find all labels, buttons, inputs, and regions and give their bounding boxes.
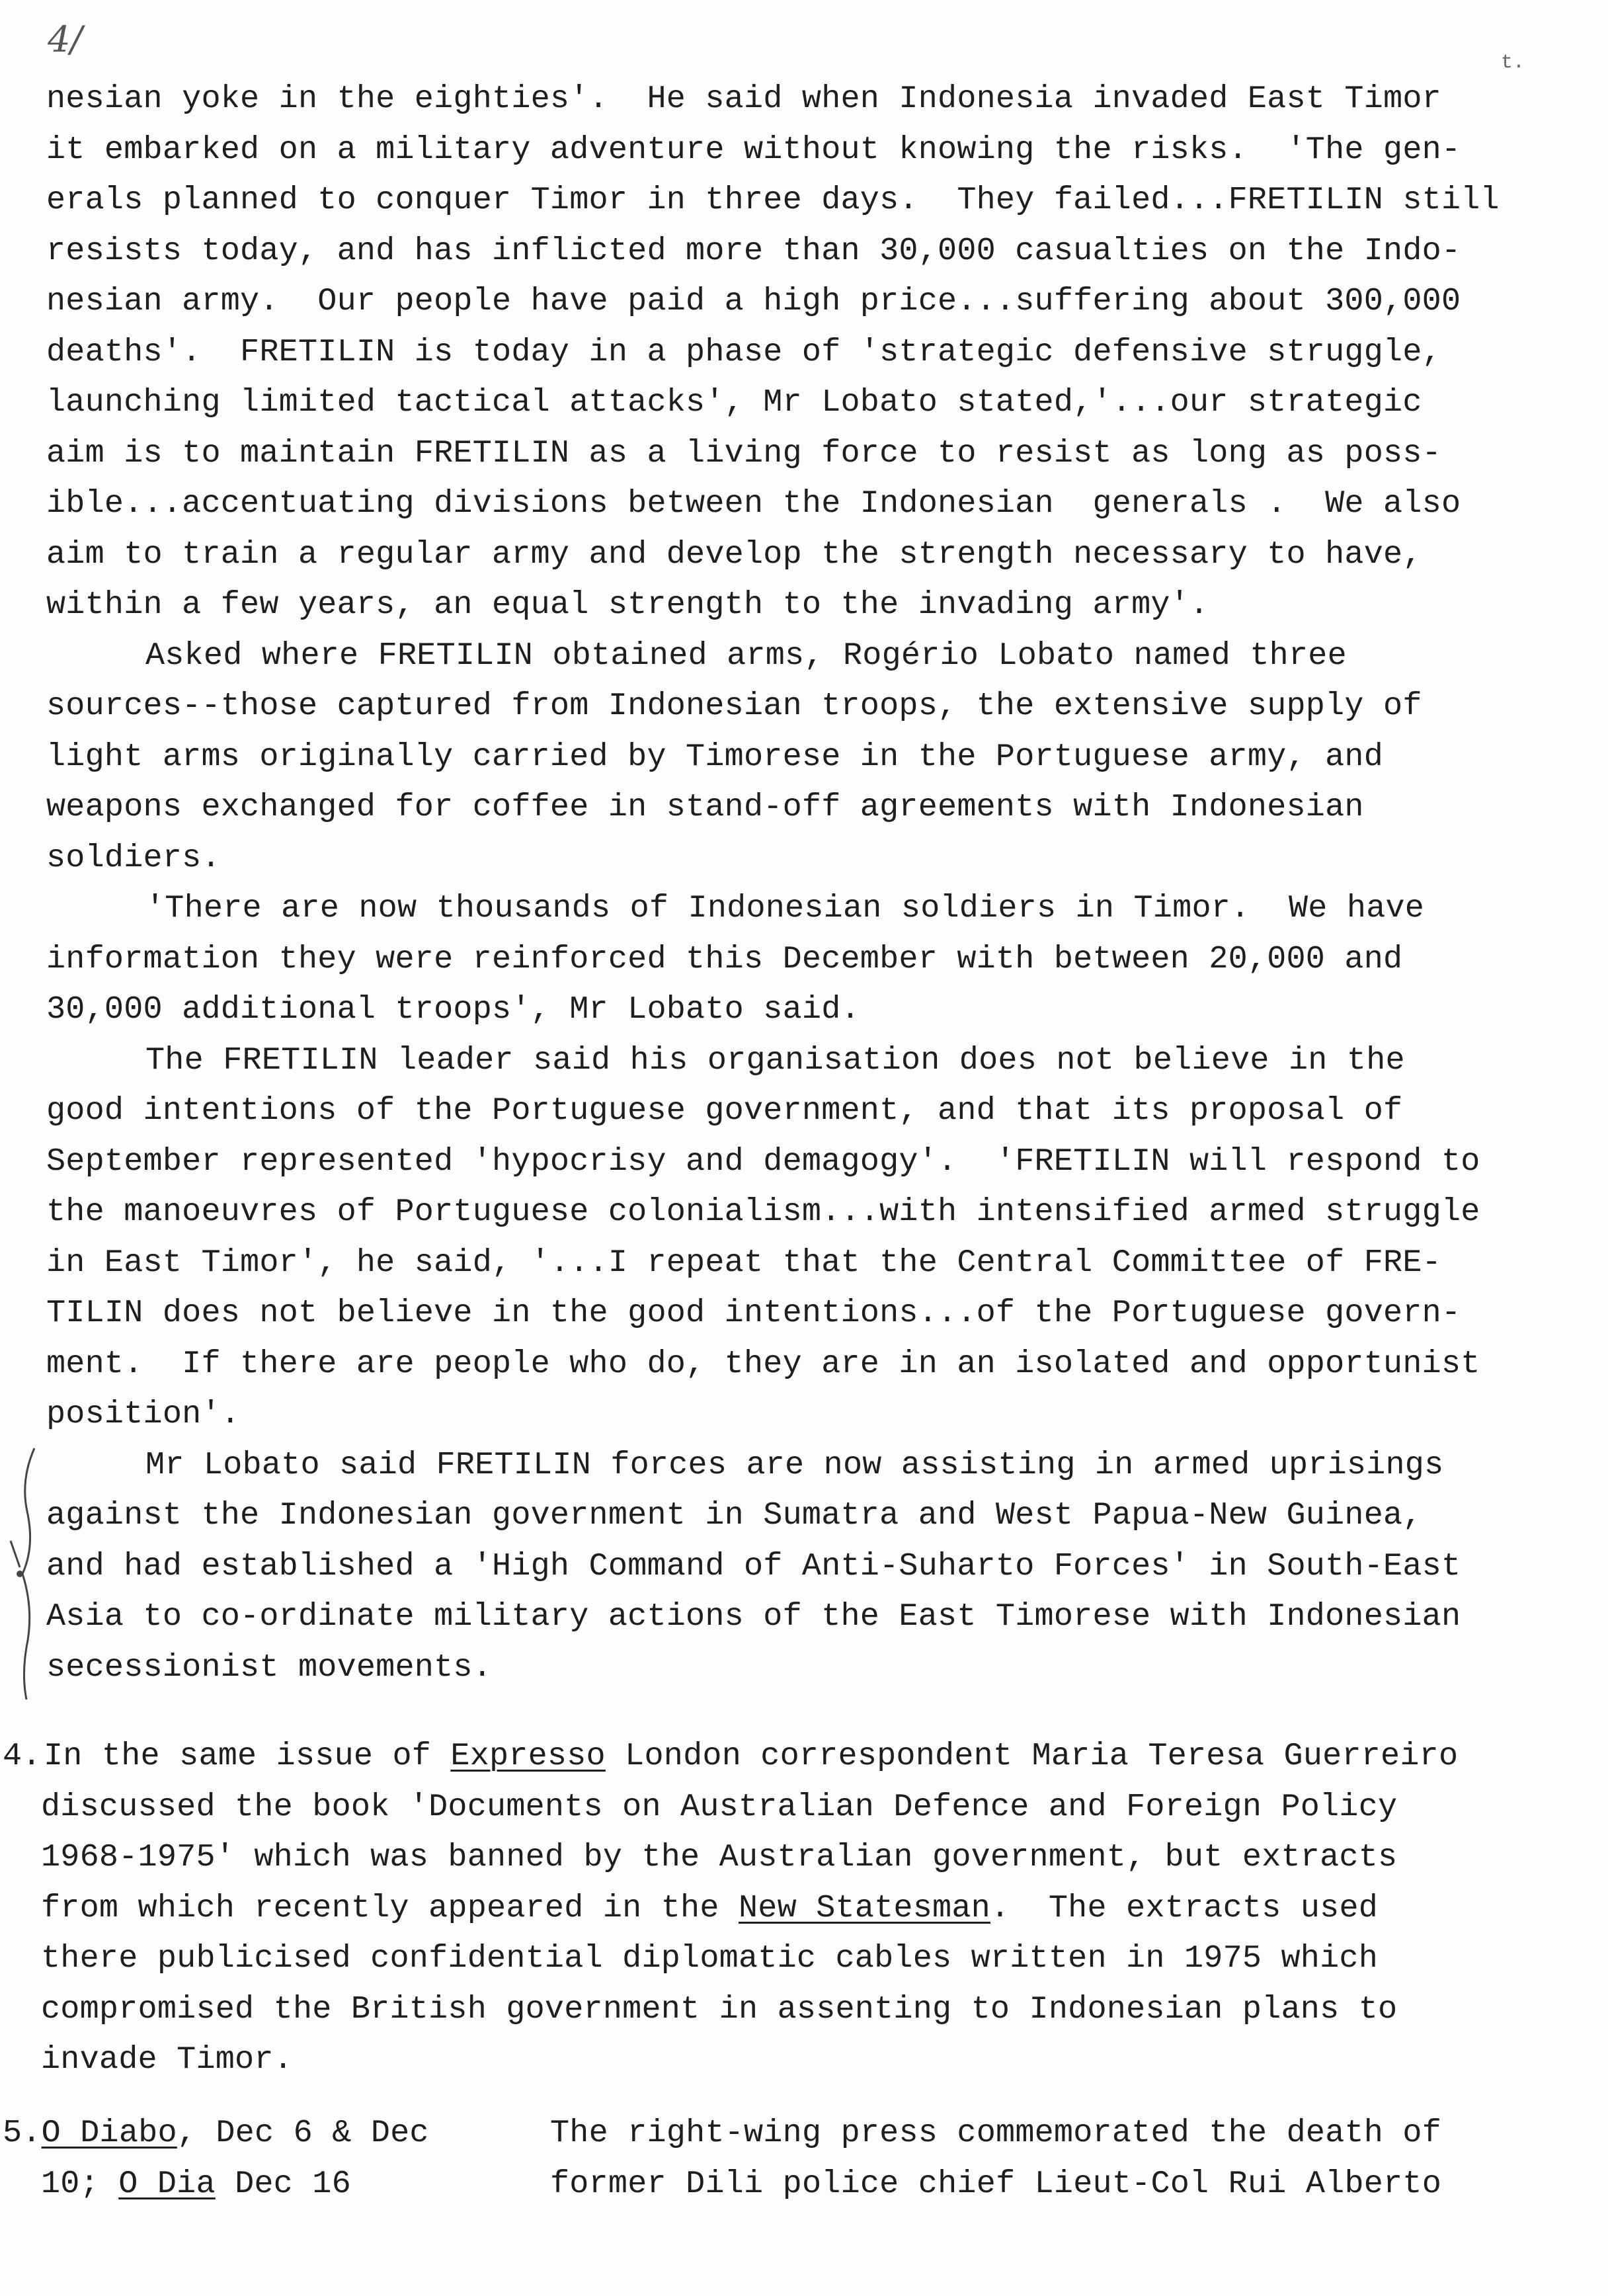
publication-title: O Diabo: [41, 2115, 177, 2151]
body-text: [46, 74, 1580, 1693]
text-line: soldiers.: [46, 839, 221, 876]
text-line: compromised the British government in assenting to Indonesian plans to: [41, 1990, 1398, 2028]
text-line: aim is to maintain FRETILIN as a living force to resist as long as poss-: [46, 434, 1441, 472]
text-line: light arms originally carried by Timorese in the Portuguese army, and: [46, 738, 1384, 775]
text-line: ible...accentuating divisions between the Indonesian generals . We also: [46, 485, 1461, 522]
text-line: ment. If there are people who do, they are in an isolated and opportunist: [46, 1345, 1480, 1382]
publication-title: New Statesman: [738, 1889, 990, 1926]
text-line: launching limited tactical attacks', Mr Lobato stated,'...our strategic: [46, 384, 1422, 421]
text-line: former Dili police chief Lieut-Col Rui Alberto: [550, 2165, 1442, 2202]
text-span: . The extracts used: [990, 1889, 1379, 1926]
text-line: there publicised confidential diplomatic cables written in 1975 which: [41, 1940, 1379, 1977]
text-line: deaths'. FRETILIN is today in a phase of 'strategic defensive struggle,: [46, 333, 1441, 370]
text-line: the manoeuvres of Portuguese colonialism...with intensified armed struggle: [46, 1194, 1480, 1230]
text-line: invade Timor.: [41, 2041, 293, 2078]
text-line: TILIN does not believe in the good intentions...of the Portuguese govern-: [46, 1295, 1461, 1331]
text-span: , Dec 6 & Dec: [177, 2115, 429, 2151]
text-span: from which recently appeared in the: [41, 1889, 739, 1926]
page-number: 4/: [48, 19, 83, 60]
text-line: it embarked on a military adventure without knowing the risks. 'The gen-: [46, 131, 1461, 168]
text-line: Mr Lobato said FRETILIN forces are now assisting in armed uprisings: [145, 1446, 1444, 1483]
text-line: resists today, and has inflicted more than 30,000 casualties on the Indo-: [46, 232, 1461, 269]
text-line: [3, 2159, 532, 2210]
item-number: 5.: [3, 2115, 42, 2151]
text-line: nesian yoke in the eighties'. He said when Indonesia invaded East Timor: [46, 81, 1441, 117]
text-line: [0, 1883, 1608, 1934]
text-line: position'.: [46, 1396, 241, 1432]
publication-title: Expresso: [450, 1738, 606, 1774]
text-line: within a few years, an equal strength to the invading army'.: [46, 587, 1209, 623]
text-line: 'There are now thousands of Indonesian soldiers in Timor. We have: [145, 890, 1425, 926]
text-span: 10;: [41, 2165, 119, 2202]
text-line: September represented 'hypocrisy and demagogy'. 'FRETILIN will respond to: [46, 1143, 1480, 1180]
text-span: Dec 16: [215, 2165, 351, 2202]
text-line: discussed the book 'Documents on Australian Defence and Foreign Policy: [41, 1788, 1398, 1825]
text-line: Asked where FRETILIN obtained arms, Rogério Lobato named three: [145, 637, 1347, 674]
text-line: against the Indonesian government in Sumatra and West Papua-New Guinea,: [46, 1497, 1422, 1534]
corner-mark: t.: [1501, 52, 1525, 74]
item-5-sources: [3, 2108, 532, 2209]
text-line: sources--those captured from Indonesian troops, the extensive supply of: [46, 688, 1422, 724]
item-number: 4.: [3, 1738, 42, 1774]
text-span: London correspondent Maria Teresa Guerreiro: [605, 1738, 1459, 1774]
text-line: [0, 1731, 1608, 1782]
text-span: In the same issue of: [44, 1738, 451, 1774]
text-line: [3, 2108, 532, 2159]
margin-bracket-mark: [8, 1442, 48, 1706]
item-4: [0, 1731, 1608, 2086]
text-line: good intentions of the Portuguese government, and that its proposal of: [46, 1092, 1403, 1129]
text-line: in East Timor', he said, '...I repeat that the Central Committee of FRE-: [46, 1244, 1441, 1281]
item-5-text: [550, 2108, 1542, 2209]
text-line: erals planned to conquer Timor in three days. They failed...FRETILIN still: [46, 182, 1500, 218]
text-line: secessionist movements.: [46, 1649, 493, 1686]
text-line: weapons exchanged for coffee in stand-off agreements with Indonesian: [46, 789, 1364, 825]
text-line: The right-wing press commemorated the death of: [550, 2115, 1442, 2151]
text-line: aim to train a regular army and develop the strength necessary to have,: [46, 536, 1422, 573]
text-line: 30,000 additional troops', Mr Lobato said.: [46, 991, 860, 1028]
text-line: nesian army. Our people have paid a high price...suffering about 300,000: [46, 283, 1461, 319]
text-line: Asia to co-ordinate military actions of the East Timorese with Indonesian: [46, 1598, 1461, 1635]
text-line: 1968-1975' which was banned by the Australian government, but extracts: [41, 1839, 1398, 1875]
text-line: and had established a 'High Command of Anti-Suharto Forces' in South-East: [46, 1547, 1461, 1584]
text-line: The FRETILIN leader said his organisation does not believe in the: [145, 1042, 1405, 1079]
text-line: information they were reinforced this December with between 20,000 and: [46, 940, 1403, 977]
publication-title: O Dia: [118, 2165, 216, 2202]
